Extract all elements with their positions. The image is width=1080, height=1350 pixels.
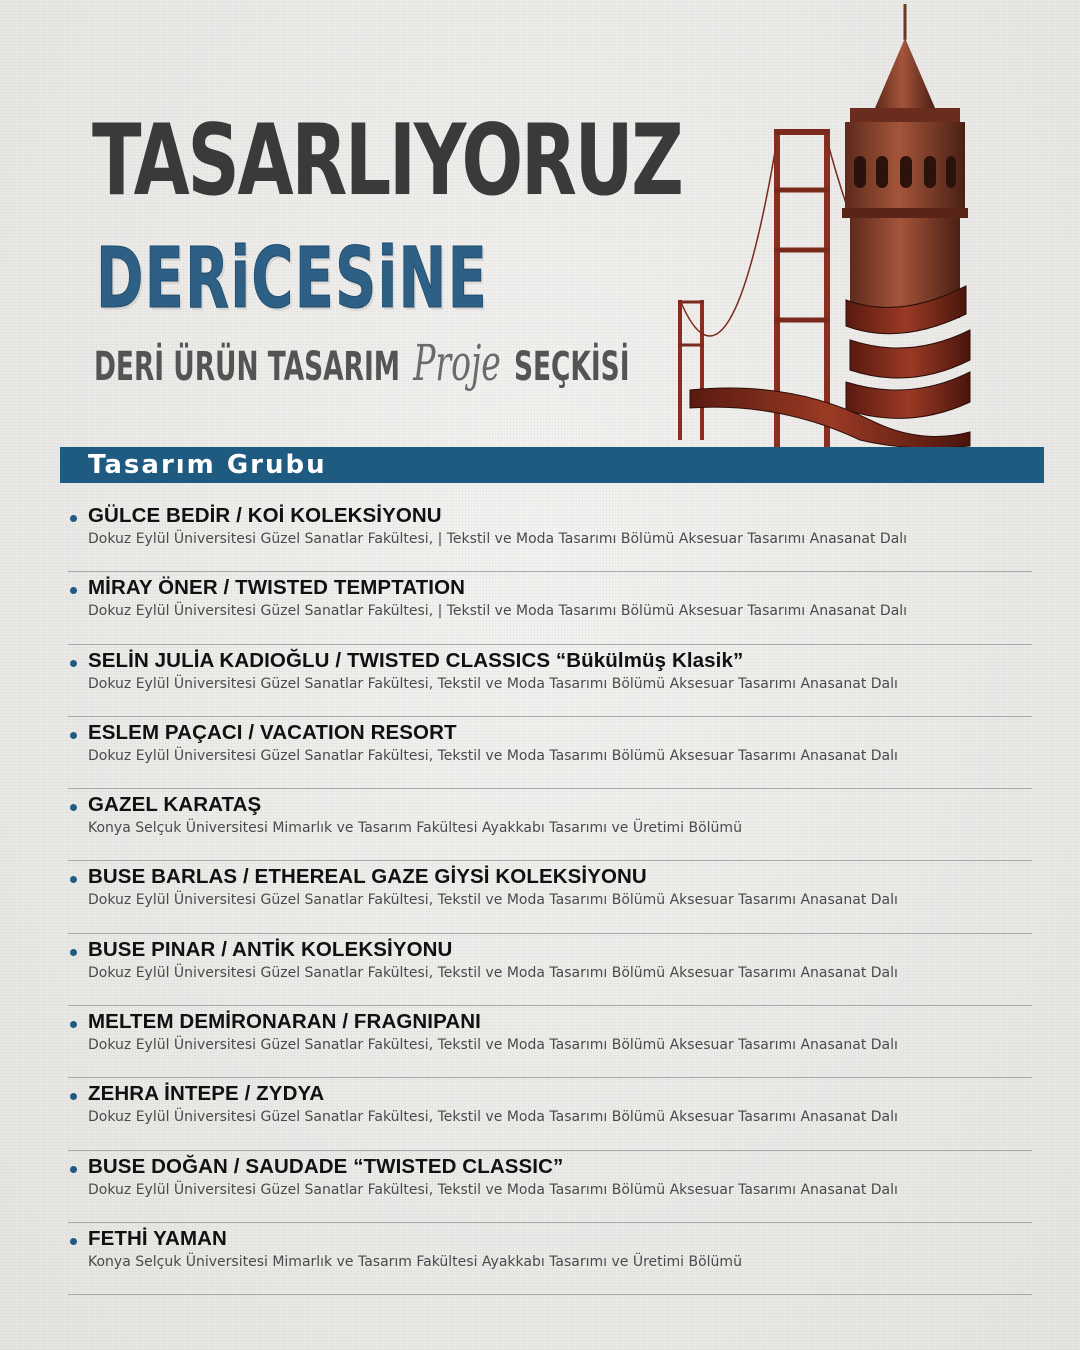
designer-project-title: GAZEL KARATAŞ xyxy=(88,793,262,817)
list-item xyxy=(68,645,1032,717)
bullet-icon xyxy=(70,587,77,594)
institution-text: Dokuz Eylül Üniversitesi Güzel Sanatlar Fakültesi, Tekstil ve Moda Tasarımı Bölümü Aksesuar Tasarımı Anasanat Dalı xyxy=(88,1181,898,1198)
institution-text: Dokuz Eylül Üniversitesi Güzel Sanatlar Fakültesi, Tekstil ve Moda Tasarımı Bölümü Aksesuar Tasarımı Anasanat Dalı xyxy=(88,964,898,981)
institution-text: Dokuz Eylül Üniversitesi Güzel Sanatlar Fakültesi, | Tekstil ve Moda Tasarımı Bölümü Aksesuar Tasarımı Anasanat Dalı xyxy=(88,603,908,620)
institution-text: Dokuz Eylül Üniversitesi Güzel Sanatlar Fakültesi, Tekstil ve Moda Tasarımı Bölümü Aksesuar Tasarımı Anasanat Dalı xyxy=(88,1037,898,1054)
subtitle-part-1: DERİ ÜRÜN TASARIM xyxy=(94,344,401,390)
bullet-icon xyxy=(70,1021,77,1028)
section-title: Tasarım Grubu xyxy=(88,450,327,480)
bullet-icon xyxy=(70,804,77,811)
list-item xyxy=(68,1078,1032,1150)
designer-project-title: MELTEM DEMİRONARAN / FRAGNIPANI xyxy=(88,1010,481,1034)
bullet-icon xyxy=(70,515,77,522)
list-item xyxy=(68,500,1032,572)
list-item xyxy=(68,1151,1032,1223)
poster-subtitle xyxy=(94,334,630,392)
designer-project-title: BUSE BARLAS / ETHEREAL GAZE GİYSİ KOLEKSİYONU xyxy=(88,865,647,889)
bullet-icon xyxy=(70,1166,77,1173)
institution-text: Dokuz Eylül Üniversitesi Güzel Sanatlar Fakültesi, Tekstil ve Moda Tasarımı Bölümü Aksesuar Tasarımı Anasanat Dalı xyxy=(88,747,898,764)
list-item xyxy=(68,789,1032,861)
list-item xyxy=(68,861,1032,933)
bullet-icon xyxy=(70,876,77,883)
designer-list xyxy=(68,500,1032,1295)
designer-project-title: BUSE PINAR / ANTİK KOLEKSİYONU xyxy=(88,937,453,961)
bullet-icon xyxy=(70,949,77,956)
institution-text: Dokuz Eylül Üniversitesi Güzel Sanatlar Fakültesi, Tekstil ve Moda Tasarımı Bölümü Aksesuar Tasarımı Anasanat Dalı xyxy=(88,892,898,909)
institution-text: Dokuz Eylül Üniversitesi Güzel Sanatlar Fakültesi, Tekstil ve Moda Tasarımı Bölümü Aksesuar Tasarımı Anasanat Dalı xyxy=(88,675,898,692)
designer-project-title: FETHİ YAMAN xyxy=(88,1226,227,1250)
designer-project-title: ESLEM PAÇACI / VACATION RESORT xyxy=(88,720,457,744)
bullet-icon xyxy=(70,732,77,739)
list-item xyxy=(68,717,1032,789)
designer-project-title: BUSE DOĞAN / SAUDADE “TWISTED CLASSIC” xyxy=(88,1154,564,1178)
section-header-bar xyxy=(60,447,1044,483)
poster-title-secondary: DERiCESiNE xyxy=(96,229,489,327)
designer-project-title: SELİN JULİA KADIOĞLU / TWISTED CLASSICS “Bükülmüş Klasik” xyxy=(88,648,744,672)
designer-project-title: MİRAY ÖNER / TWISTED TEMPTATION xyxy=(88,576,466,600)
list-item xyxy=(68,1006,1032,1078)
institution-text: Dokuz Eylül Üniversitesi Güzel Sanatlar Fakültesi, | Tekstil ve Moda Tasarımı Bölümü Aksesuar Tasarımı Anasanat Dalı xyxy=(88,531,908,547)
list-item xyxy=(68,572,1032,644)
institution-text: Konya Selçuk Üniversitesi Mimarlık ve Tasarım Fakültesi Ayakkabı Tasarımı ve Üretimi Bölümü xyxy=(88,820,742,837)
subtitle-part-2: SEÇKİSİ xyxy=(513,344,630,390)
poster-title: TASARLIYORUZ xyxy=(92,104,682,218)
galata-tower-bridge-illustration xyxy=(670,0,980,450)
designer-project-title: ZEHRA İNTEPE / ZYDYA xyxy=(88,1082,325,1106)
subtitle-script-word: Proje xyxy=(413,334,501,392)
bullet-icon xyxy=(70,1238,77,1245)
bullet-icon xyxy=(70,660,77,667)
list-item xyxy=(68,1223,1032,1295)
institution-text: Dokuz Eylül Üniversitesi Güzel Sanatlar Fakültesi, Tekstil ve Moda Tasarımı Bölümü Aksesuar Tasarımı Anasanat Dalı xyxy=(88,1109,898,1126)
designer-project-title: GÜLCE BEDİR / KOİ KOLEKSİYONU xyxy=(88,504,442,527)
institution-text: Konya Selçuk Üniversitesi Mimarlık ve Tasarım Fakültesi Ayakkabı Tasarımı ve Üretimi Bölümü xyxy=(88,1253,742,1270)
bullet-icon xyxy=(70,1093,77,1100)
list-item xyxy=(68,934,1032,1006)
